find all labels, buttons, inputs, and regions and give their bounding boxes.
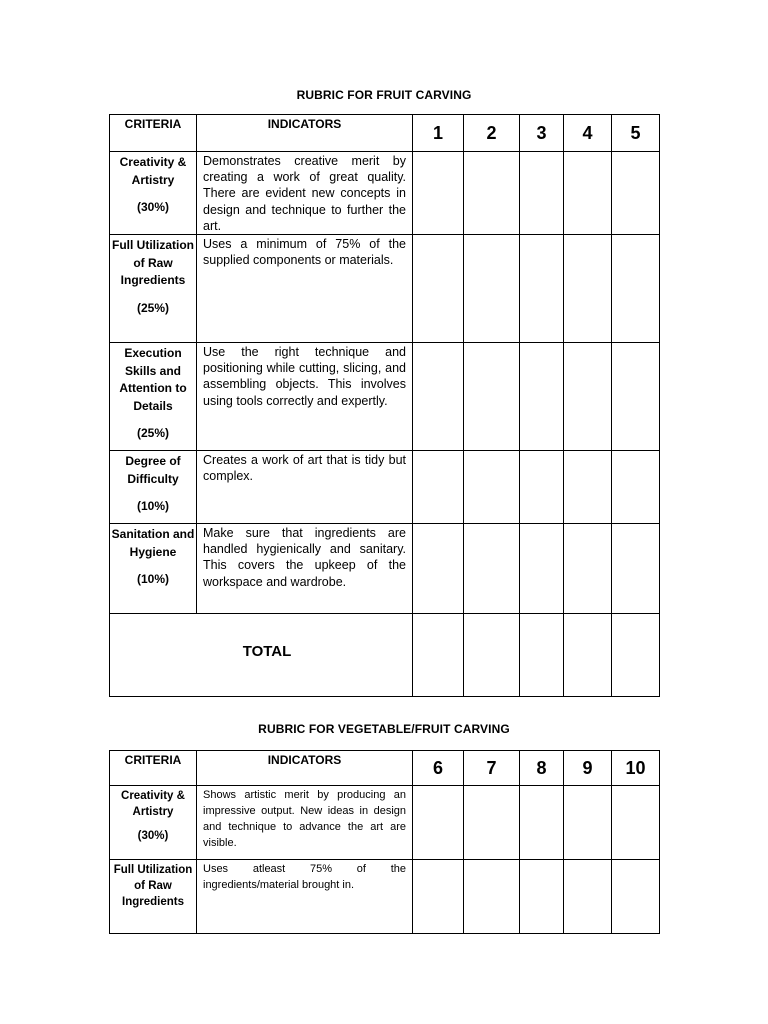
rubric1-table <box>109 114 660 697</box>
indicator-cell: Make sure that ingredients are handled hygienically and sanitary. This covers the upkeep of the workspace and wardrobe. <box>197 524 413 614</box>
score-cell[interactable] <box>413 343 464 451</box>
score-header-6: 6 <box>413 751 464 786</box>
criterion-weight: (10%) <box>136 499 169 514</box>
score-cell[interactable] <box>520 343 564 451</box>
table-row <box>110 235 660 343</box>
score-header-7: 7 <box>464 751 520 786</box>
table-row <box>110 451 660 524</box>
score-cell[interactable] <box>564 786 612 860</box>
criterion-weight: (30%) <box>136 200 169 214</box>
score-cell[interactable] <box>564 860 612 934</box>
total-score-cell[interactable] <box>464 614 520 697</box>
criterion-name: Degree of Difficulty <box>125 454 181 486</box>
total-score-cell[interactable] <box>413 614 464 697</box>
score-header-5: 5 <box>612 115 660 152</box>
score-cell[interactable] <box>612 343 660 451</box>
score-cell[interactable] <box>413 152 464 235</box>
criterion-weight: (10%) <box>136 572 169 587</box>
score-cell[interactable] <box>612 235 660 343</box>
criterion-cell <box>110 524 197 614</box>
score-cell[interactable] <box>564 524 612 614</box>
criterion-weight: (30%) <box>137 830 169 842</box>
rubric1-title: RUBRIC FOR FRUIT CARVING <box>296 88 472 102</box>
indicator-cell: Demonstrates creative merit by creating a work of great quality. There are evident new concepts in design and technique to further the art. <box>197 152 413 235</box>
score-header-1: 1 <box>413 115 464 152</box>
indicator-cell: Creates a work of art that is tidy but complex. <box>197 451 413 524</box>
score-cell[interactable] <box>464 235 520 343</box>
score-cell[interactable] <box>564 343 612 451</box>
score-header-10: 10 <box>612 751 660 786</box>
score-cell[interactable] <box>564 451 612 524</box>
criterion-name: Execution Skills and Attention to Details <box>119 346 187 413</box>
score-header-8: 8 <box>520 751 564 786</box>
score-cell[interactable] <box>413 786 464 860</box>
rubric2-header-row <box>110 751 660 786</box>
indicators-header: INDICATORS <box>197 751 413 786</box>
criteria-header: CRITERIA <box>110 751 197 786</box>
table-row <box>110 152 660 235</box>
total-label: TOTAL <box>242 642 292 660</box>
table-row <box>110 860 660 934</box>
criterion-name: Creativity & Artistry <box>119 155 187 187</box>
total-score-cell[interactable] <box>612 614 660 697</box>
indicator-cell: Uses a minimum of 75% of the supplied components or materials. <box>197 235 413 343</box>
score-cell[interactable] <box>413 451 464 524</box>
table-row <box>110 343 660 451</box>
total-score-cell[interactable] <box>564 614 612 697</box>
criterion-cell <box>110 343 197 451</box>
criterion-name: Creativity & Artistry <box>121 790 185 818</box>
criterion-cell <box>110 152 197 235</box>
criterion-cell <box>110 860 197 934</box>
table-row <box>110 524 660 614</box>
score-cell[interactable] <box>520 152 564 235</box>
score-cell[interactable] <box>464 451 520 524</box>
score-cell[interactable] <box>520 451 564 524</box>
score-cell[interactable] <box>413 235 464 343</box>
score-cell[interactable] <box>520 786 564 860</box>
score-cell[interactable] <box>612 860 660 934</box>
total-row <box>110 614 660 697</box>
score-cell[interactable] <box>464 786 520 860</box>
score-cell[interactable] <box>464 524 520 614</box>
indicator-cell: Shows artistic merit by producing an impressive output. New ideas in design and technique to advance the art are visible. <box>197 786 413 860</box>
criterion-cell <box>110 786 197 860</box>
score-cell[interactable] <box>612 152 660 235</box>
table-row <box>110 786 660 860</box>
indicators-header: INDICATORS <box>197 115 413 152</box>
score-cell[interactable] <box>413 860 464 934</box>
score-header-9: 9 <box>564 751 612 786</box>
score-cell[interactable] <box>564 152 612 235</box>
score-cell[interactable] <box>520 235 564 343</box>
score-cell[interactable] <box>464 343 520 451</box>
criterion-cell <box>110 451 197 524</box>
rubric2-table <box>109 750 660 934</box>
criteria-header: CRITERIA <box>110 115 197 152</box>
indicator-cell: Use the right technique and positioning while cutting, slicing, and assembling objects. This involves using tools correctly and expertly. <box>197 343 413 451</box>
criterion-weight: (25%) <box>136 426 169 441</box>
score-header-2: 2 <box>464 115 520 152</box>
score-cell[interactable] <box>612 786 660 860</box>
indicator-cell: Uses atleast 75% of the ingredients/material brought in. <box>197 860 413 934</box>
score-cell[interactable] <box>520 524 564 614</box>
score-cell[interactable] <box>464 860 520 934</box>
criterion-name: Full Utilization of Raw Ingredients <box>112 238 194 288</box>
rubric2-title: RUBRIC FOR VEGETABLE/FRUIT CARVING <box>258 722 510 736</box>
score-cell[interactable] <box>612 524 660 614</box>
criterion-weight: (25%) <box>136 300 169 315</box>
total-label-cell <box>110 614 413 697</box>
criterion-name: Full Utilization of Raw Ingredients <box>113 864 193 908</box>
total-score-cell[interactable] <box>520 614 564 697</box>
rubric1-header-row <box>110 115 660 152</box>
score-header-4: 4 <box>564 115 612 152</box>
score-cell[interactable] <box>520 860 564 934</box>
score-cell[interactable] <box>464 152 520 235</box>
score-cell[interactable] <box>413 524 464 614</box>
criterion-cell <box>110 235 197 343</box>
score-cell[interactable] <box>564 235 612 343</box>
criterion-name: Sanitation and Hygiene <box>111 527 195 559</box>
score-header-3: 3 <box>520 115 564 152</box>
score-cell[interactable] <box>612 451 660 524</box>
